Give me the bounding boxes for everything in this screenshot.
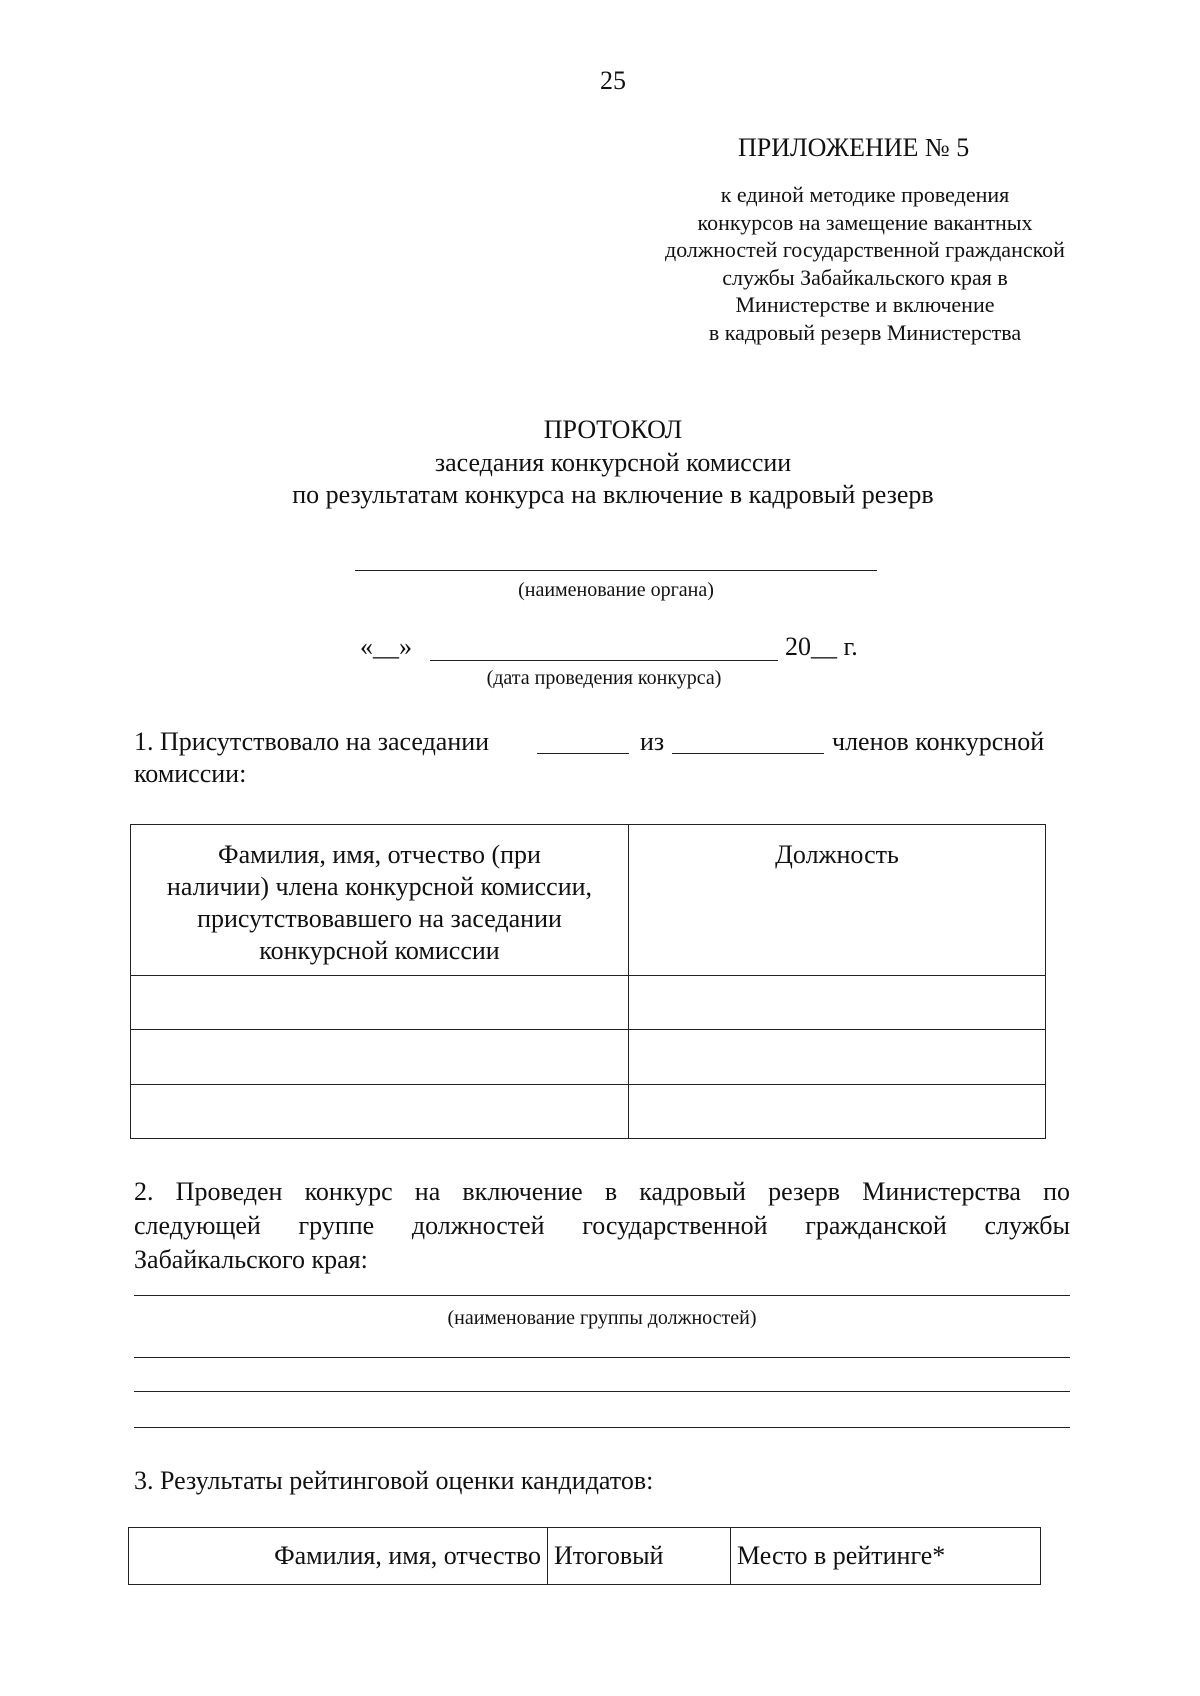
appendix-line: службы Забайкальского края в [722, 264, 1008, 290]
header-full-name: Фамилия, имя, отчество [129, 1528, 548, 1585]
table-row [131, 1085, 1046, 1139]
item2-line: 2. Проведен конкурс на включение в кадровый резерв Министерства по [134, 1177, 1070, 1206]
position-group-caption: (наименование группы должностей) [447, 1307, 757, 1329]
blank-line[interactable] [134, 1391, 1070, 1392]
date-day: «__» [360, 632, 412, 661]
protocol-subtitle-1: заседания конкурсной комиссии [434, 448, 792, 477]
item2-line: следующей группе должностей государственной гражданской службы [134, 1211, 1070, 1240]
table-row [131, 976, 1046, 1030]
header-line: наличии) члена конкурсной комиссии, [166, 872, 593, 901]
header-line: конкурсной комиссии [259, 936, 500, 965]
date-month-line[interactable] [430, 660, 778, 661]
header-total-score: Итоговый [548, 1528, 731, 1585]
organ-name-line[interactable] [355, 570, 877, 571]
table-cell[interactable] [629, 1030, 1046, 1085]
header-rating-place: Место в рейтинге* [731, 1528, 1041, 1585]
rating-table [128, 1527, 1041, 1585]
item2-line: Забайкальского края: [134, 1245, 368, 1274]
item1-text-a: 1. Присутствовало на заседании [134, 727, 490, 756]
table-header-row [131, 825, 1046, 976]
date-year: 20__ г. [785, 632, 858, 661]
table-row [131, 1030, 1046, 1085]
blank-line[interactable] [134, 1427, 1070, 1428]
table-cell[interactable] [131, 1030, 629, 1085]
appendix-line: конкурсов на замещение вакантных [697, 209, 1033, 235]
appendix-title: ПРИЛОЖЕНИЕ № 5 [738, 133, 970, 162]
item1-text-c: членов конкурсной [832, 727, 1045, 756]
organ-caption: (наименование органа) [518, 579, 714, 601]
table-cell[interactable] [131, 976, 629, 1030]
table-cell[interactable] [629, 976, 1046, 1030]
item1-text-b: из [640, 727, 665, 756]
protocol-subtitle-2: по результатам конкурса на включение в кадровый резерв [292, 480, 934, 509]
appendix-subtitle [620, 181, 1110, 347]
item2-text [134, 1175, 1070, 1277]
appendix-line: Министерстве и включение [735, 292, 995, 318]
commission-members-table [130, 824, 1046, 1139]
protocol-title: ПРОТОКОЛ [543, 415, 683, 444]
item1-text-d: комиссии: [134, 759, 247, 788]
blank-line[interactable] [134, 1357, 1070, 1358]
item3-text: 3. Результаты рейтинговой оценки кандидатов: [134, 1466, 654, 1495]
appendix-line: к единой методике проведения [720, 182, 1010, 207]
page-number: 25 [600, 66, 626, 95]
header-position: Должность [629, 825, 1046, 976]
present-count-line[interactable] [537, 753, 629, 754]
header-line: Фамилия, имя, отчество (при [218, 840, 541, 869]
date-caption: (дата проведения конкурса) [486, 667, 722, 689]
position-group-line[interactable] [134, 1295, 1070, 1296]
table-cell[interactable] [131, 1085, 629, 1139]
header-member-name [131, 825, 629, 976]
header-line: присутствовавшего на заседании [197, 904, 562, 933]
table-header-row [129, 1528, 1041, 1585]
appendix-line: должностей государственной гражданской [665, 237, 1065, 263]
total-count-line[interactable] [672, 753, 824, 754]
table-cell[interactable] [629, 1085, 1046, 1139]
appendix-line: в кадровый резерв Министерства [708, 319, 1022, 345]
